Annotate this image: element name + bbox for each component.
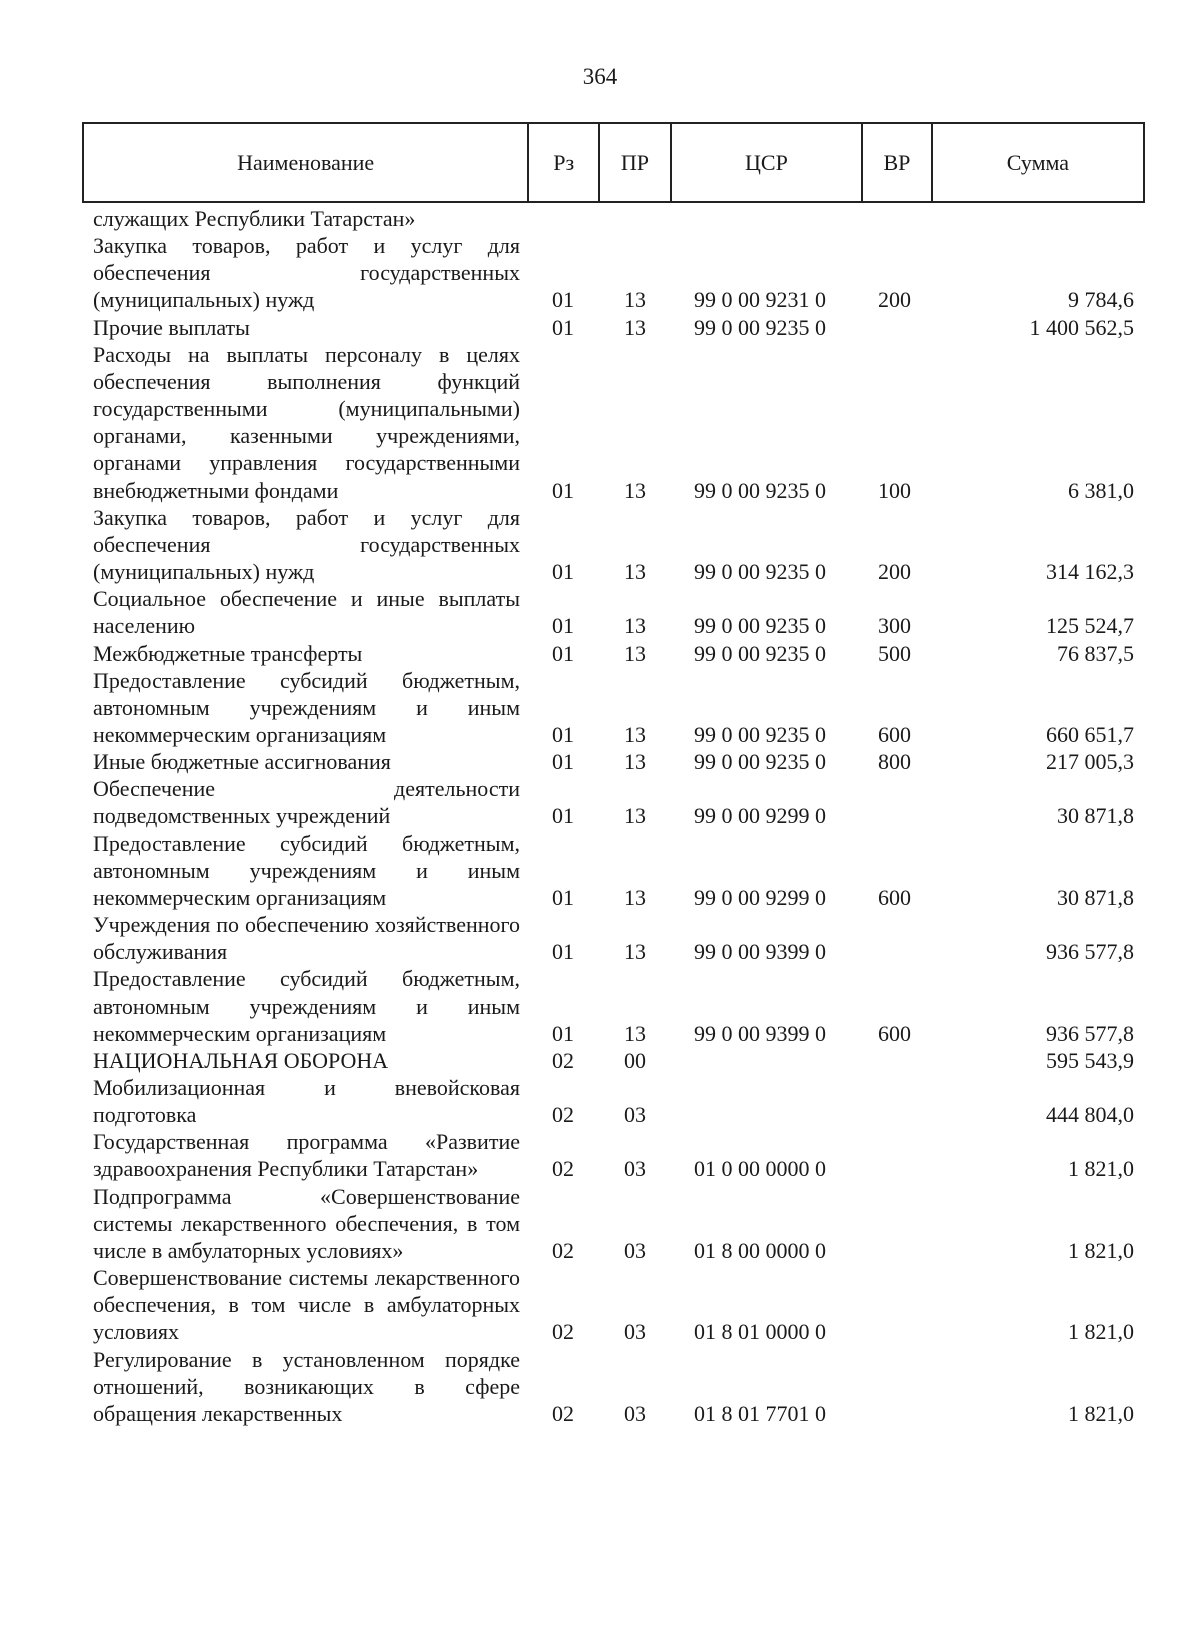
row-name: Предоставление субсидий бюджетным, автономным учреждениям и иным некоммерческим организациям — [93, 830, 520, 910]
row-csr: 99 0 00 9235 0 — [694, 613, 826, 639]
row-name: Государственная программа «Развитие здравоохранения Республики Татарстан» — [93, 1129, 520, 1182]
row-name: Регулирование в установленном порядке отношений, возникающих в сфере обращения лекарственных — [93, 1346, 520, 1426]
row-name: Иные бюджетные ассигнования — [93, 749, 391, 775]
table-row — [0, 1074, 1200, 1128]
row-sum: 6 381,0 — [1068, 477, 1134, 503]
row-pr: 03 — [624, 1319, 646, 1345]
row-pr: 03 — [624, 1400, 646, 1426]
row-sum: 1 821,0 — [1068, 1319, 1134, 1345]
row-sum: 1 821,0 — [1068, 1156, 1134, 1182]
row-sum: 217 005,3 — [1046, 749, 1134, 775]
table-row — [0, 205, 1200, 232]
row-vr: 200 — [878, 287, 911, 313]
row-vr: 500 — [878, 640, 911, 666]
row-sum: 125 524,7 — [1046, 613, 1134, 639]
row-csr: 01 8 01 7701 0 — [694, 1400, 826, 1426]
row-name: Расходы на выплаты персоналу в целях обеспечения выполнения функций государственными (муниципальными) органами, казенными учреждениями, органами управления государственными внебюджетными фондами — [93, 341, 520, 503]
row-name: Предоставление субсидий бюджетным, автономным учреждениям и иным некоммерческим организациям — [93, 966, 520, 1046]
row-rz: 02 — [552, 1319, 574, 1345]
row-csr: 01 8 00 0000 0 — [694, 1237, 826, 1263]
table-row — [0, 1047, 1200, 1074]
table-row — [0, 965, 1200, 1046]
row-name: Мобилизационная и вневойсковая подготовка — [93, 1075, 520, 1128]
row-sum: 1 400 562,5 — [1029, 314, 1134, 340]
row-pr: 13 — [624, 477, 646, 503]
row-sum: 936 577,8 — [1046, 939, 1134, 965]
page-number: 364 — [582, 64, 618, 89]
row-vr: 300 — [878, 613, 911, 639]
table-row — [0, 585, 1200, 639]
row-vr: 600 — [878, 721, 911, 747]
row-pr: 03 — [624, 1102, 646, 1128]
row-rz: 02 — [552, 1156, 574, 1182]
row-rz: 01 — [552, 314, 574, 340]
row-sum: 595 543,9 — [1046, 1047, 1134, 1073]
row-name: служащих Республики Татарстан» — [93, 206, 416, 231]
row-name: Предоставление субсидий бюджетным, автономным учреждениям и иным некоммерческим организациям — [93, 667, 520, 747]
row-csr: 99 0 00 9235 0 — [694, 749, 826, 775]
table-row — [0, 830, 1200, 911]
row-pr: 13 — [624, 559, 646, 585]
row-name: Прочие выплаты — [93, 314, 250, 340]
table-row — [0, 1346, 1200, 1427]
row-name: Социальное обеспечение и иные выплаты населению — [93, 586, 520, 639]
row-csr: 99 0 00 9399 0 — [694, 1020, 826, 1046]
row-rz: 02 — [552, 1400, 574, 1426]
row-rz: 01 — [552, 721, 574, 747]
table-row — [0, 775, 1200, 829]
table-row — [0, 1264, 1200, 1345]
row-pr: 13 — [624, 640, 646, 666]
row-pr: 13 — [624, 721, 646, 747]
row-rz: 01 — [552, 559, 574, 585]
row-vr: 600 — [878, 884, 911, 910]
row-sum: 9 784,6 — [1068, 287, 1134, 313]
row-name: Совершенствование системы лекарственного обеспечения, в том числе в амбулаторных условиях — [93, 1265, 520, 1345]
row-vr: 800 — [878, 749, 911, 775]
row-sum: 30 871,8 — [1057, 884, 1134, 910]
row-name: Подпрограмма «Совершенствование системы лекарственного обеспечения, в том числе в амбулаторных условиях» — [93, 1183, 520, 1263]
row-sum: 76 837,5 — [1057, 640, 1134, 666]
row-rz: 01 — [552, 803, 574, 829]
header-rz: Рз — [529, 124, 600, 201]
row-name: Закупка товаров, работ и услуг для обеспечения государственных (муниципальных) нужд — [93, 233, 520, 313]
row-pr: 13 — [624, 613, 646, 639]
table-body — [0, 205, 1200, 1427]
row-rz: 01 — [552, 477, 574, 503]
row-rz: 01 — [552, 287, 574, 313]
table-row — [0, 911, 1200, 965]
table-row — [0, 748, 1200, 775]
row-csr: 01 8 01 0000 0 — [694, 1319, 826, 1345]
row-pr: 03 — [624, 1156, 646, 1182]
header-vr: ВР — [863, 124, 933, 201]
table-row — [0, 640, 1200, 667]
row-vr: 100 — [878, 477, 911, 503]
table-row — [0, 1183, 1200, 1264]
row-vr: 200 — [878, 559, 911, 585]
row-csr: 99 0 00 9235 0 — [694, 477, 826, 503]
row-sum: 936 577,8 — [1046, 1020, 1134, 1046]
table-row — [0, 504, 1200, 585]
row-pr: 03 — [624, 1237, 646, 1263]
row-sum: 1 821,0 — [1068, 1400, 1134, 1426]
row-name: Обеспечение деятельности подведомственных учреждений — [93, 776, 520, 829]
row-pr: 00 — [624, 1047, 646, 1073]
row-pr: 13 — [624, 1020, 646, 1046]
row-name: Учреждения по обеспечению хозяйственного обслуживания — [93, 912, 520, 965]
table-row — [0, 341, 1200, 504]
row-name: Межбюджетные трансферты — [93, 640, 363, 666]
table-row — [0, 314, 1200, 341]
row-sum: 444 804,0 — [1046, 1102, 1134, 1128]
row-pr: 13 — [624, 939, 646, 965]
table-row — [0, 1128, 1200, 1182]
header-name: Наименование — [84, 124, 529, 201]
row-name: Закупка товаров, работ и услуг для обеспечения государственных (муниципальных) нужд — [93, 504, 520, 585]
row-pr: 13 — [624, 287, 646, 313]
row-rz: 01 — [552, 640, 574, 666]
row-rz: 01 — [552, 613, 574, 639]
row-rz: 01 — [552, 749, 574, 775]
row-sum: 314 162,3 — [1046, 559, 1134, 585]
row-rz: 02 — [552, 1047, 574, 1073]
row-csr: 99 0 00 9235 0 — [694, 314, 826, 340]
row-rz: 01 — [552, 939, 574, 965]
row-vr: 600 — [878, 1020, 911, 1046]
row-csr: 99 0 00 9235 0 — [694, 559, 826, 585]
row-csr: 99 0 00 9235 0 — [694, 640, 826, 666]
header-pr: ПР — [600, 124, 672, 201]
table-row — [0, 232, 1200, 313]
row-csr: 99 0 00 9235 0 — [694, 721, 826, 747]
row-csr: 99 0 00 9299 0 — [694, 803, 826, 829]
row-sum: 30 871,8 — [1057, 803, 1134, 829]
row-csr: 99 0 00 9299 0 — [694, 884, 826, 910]
row-csr: 99 0 00 9231 0 — [694, 287, 826, 313]
row-rz: 02 — [552, 1237, 574, 1263]
row-pr: 13 — [624, 749, 646, 775]
header-csr: ЦСР — [672, 124, 863, 201]
row-csr: 99 0 00 9399 0 — [694, 939, 826, 965]
row-pr: 13 — [624, 803, 646, 829]
row-rz: 01 — [552, 1020, 574, 1046]
table-row — [0, 667, 1200, 748]
row-rz: 02 — [552, 1102, 574, 1128]
row-sum: 1 821,0 — [1068, 1237, 1134, 1263]
header-sum: Сумма — [1006, 149, 1070, 175]
row-name: НАЦИОНАЛЬНАЯ ОБОРОНА — [93, 1047, 389, 1073]
row-sum: 660 651,7 — [1046, 721, 1134, 747]
row-pr: 13 — [624, 884, 646, 910]
row-csr: 01 0 00 0000 0 — [694, 1156, 826, 1182]
table-header — [82, 122, 1145, 203]
row-pr: 13 — [624, 314, 646, 340]
row-rz: 01 — [552, 884, 574, 910]
